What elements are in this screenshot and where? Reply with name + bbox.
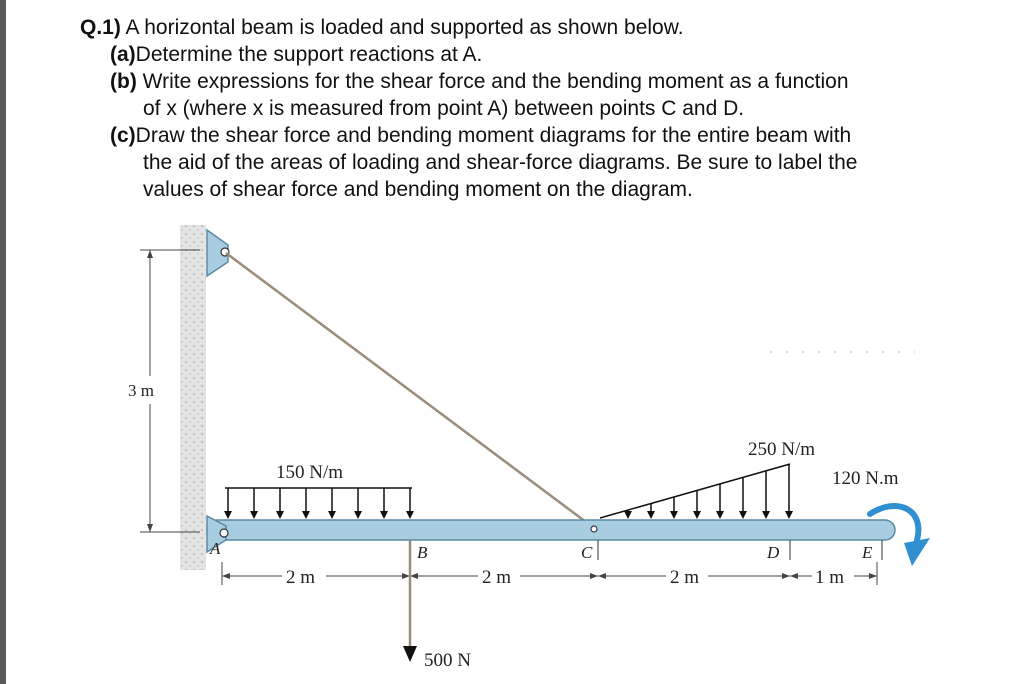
part-c-line-3: values of shear force and bending moment on the diagram.: [143, 178, 693, 201]
uniform-load-arrow-head: [380, 511, 388, 519]
triangular-load-arrow-head: [624, 511, 632, 519]
point-c-label: C: [581, 543, 593, 562]
uniform-load-arrow-head: [250, 511, 258, 519]
span-dimensions: [222, 562, 877, 588]
point-e-label: E: [862, 543, 873, 562]
span-de-label: 1 m: [815, 567, 845, 588]
part-b-text-1: Write expressions for the shear force and the bending moment as a function: [136, 70, 849, 93]
span-bc-label: 2 m: [482, 567, 512, 588]
beam: [207, 520, 895, 540]
moment-e: [832, 468, 930, 566]
triangular-load-label: 250 N/m: [748, 439, 816, 460]
point-load-label: 500 N: [424, 650, 471, 671]
part-b-line-2: of x (where x is measured from point A) between points C and D.: [143, 97, 745, 120]
point-d-label: D: [767, 543, 780, 562]
point-b-label: B: [417, 543, 428, 562]
span-cd-label: 2 m: [670, 567, 700, 588]
cable: [226, 253, 594, 528]
triangular-load: [600, 439, 815, 519]
uniform-load-arrow-head: [276, 511, 284, 519]
cable-connection-c: [591, 526, 597, 532]
uniform-load-arrow-head: [328, 511, 336, 519]
triangular-load-arrow-head: [739, 511, 747, 519]
part-c-label: (c): [110, 124, 136, 147]
part-a-text: Determine the support reactions at A.: [135, 43, 483, 66]
uniform-load: [224, 462, 414, 519]
question-number: Q.1): [80, 16, 121, 39]
uniform-load-arrow-head: [354, 511, 362, 519]
part-c-text-1: Draw the shear force and bending moment diagrams for the entire beam with: [135, 124, 852, 147]
triangular-load-arrow-head: [716, 511, 724, 519]
point-a-label: A: [210, 539, 221, 558]
triangular-load-arrow-head: [647, 511, 655, 519]
part-a-label: (a): [110, 43, 136, 66]
wall: [180, 225, 206, 570]
uniform-load-label: 150 N/m: [276, 462, 344, 483]
point-load-b: [403, 540, 471, 671]
part-c-line-2: the aid of the areas of loading and shear-force diagrams. Be sure to label the: [143, 151, 858, 174]
triangular-load-arrow-head: [670, 511, 678, 519]
span-ab-label: 2 m: [286, 567, 316, 588]
part-b-label: (b): [110, 70, 137, 93]
uniform-load-arrow-head: [224, 511, 232, 519]
upper-pin-support: [207, 230, 229, 276]
uniform-load-arrow-head: [302, 511, 310, 519]
uniform-load-arrow-head: [406, 511, 414, 519]
triangular-load-arrow-head: [693, 511, 701, 519]
height-label: 3 m: [128, 381, 154, 400]
question-intro: A horizontal beam is loaded and supported as shown below.: [125, 16, 684, 39]
triangular-load-arrow-head: [762, 511, 770, 519]
moment-label: 120 N.m: [832, 468, 899, 489]
triangular-load-arrow-head: [785, 511, 793, 519]
